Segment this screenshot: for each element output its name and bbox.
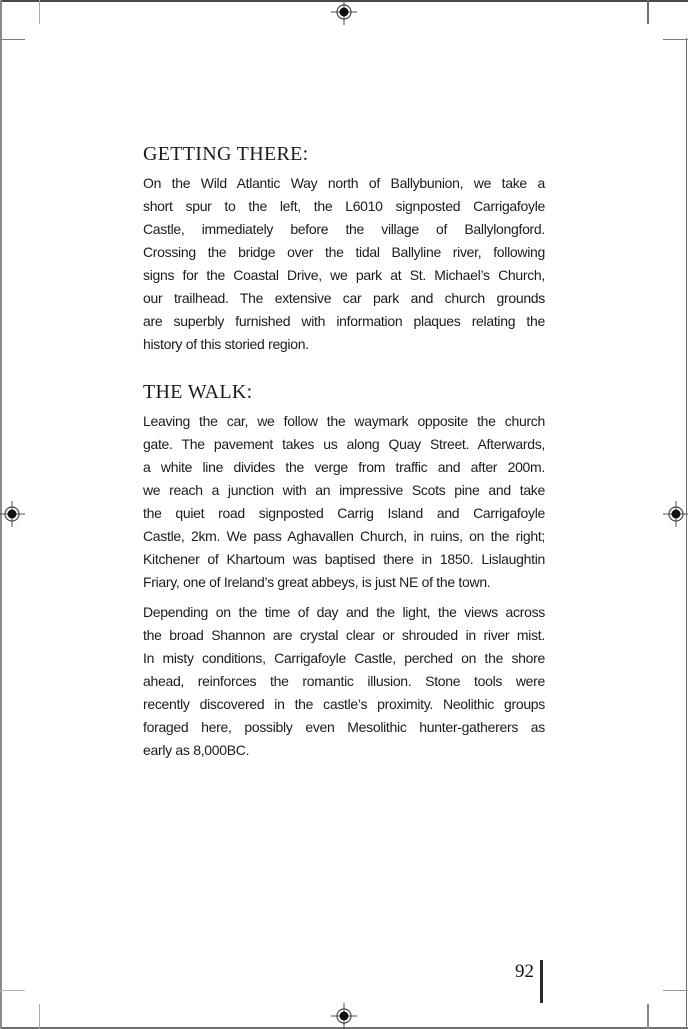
- section-heading-getting-there: GETTING THERE:: [143, 143, 309, 165]
- text-line: ahead, reinforces the romantic illusion. Stone tools were: [143, 673, 545, 689]
- crop-mark-bottom-left-horizontal: [0, 990, 25, 992]
- text-line: the quiet road signposted Carrig Island and Carrigafoyle: [143, 505, 545, 521]
- crop-mark-bottom-right-horizontal: [663, 990, 688, 992]
- text-line: foraged here, possibly even Mesolithic hunter-gatherers as: [143, 719, 545, 735]
- text-column: [143, 0, 545, 1029]
- text-line: history of this storied region.: [143, 336, 309, 352]
- text-line: a white line divides the verge from traffic and after 200m.: [143, 459, 545, 475]
- crop-mark-bottom-left-vertical: [39, 1004, 41, 1029]
- text-line: Leaving the car, we follow the waymark opposite the church: [143, 413, 545, 429]
- text-line: Friary, one of Ireland’s great abbeys, is just NE of the town.: [143, 574, 491, 590]
- text-line: recently discovered in the castle’s proximity. Neolithic groups: [143, 696, 545, 712]
- text-line: In misty conditions, Carrigafoyle Castle, perched on the shore: [143, 650, 545, 666]
- paragraph-getting-there: [143, 172, 545, 356]
- text-line: Crossing the bridge over the tidal Ballyline river, following: [143, 244, 545, 260]
- registration-target-icon: [0, 500, 26, 528]
- crop-mark-top-left-vertical: [39, 0, 41, 24]
- text-line: gate. The pavement takes us along Quay Street. Afterwards,: [143, 436, 545, 452]
- paragraph-the-walk-2: [143, 601, 545, 762]
- text-line: signs for the Coastal Drive, we park at St. Michael’s Church,: [143, 267, 545, 283]
- text-line: our trailhead. The extensive car park and church grounds: [143, 290, 545, 306]
- crop-mark-top-right-horizontal: [663, 39, 688, 41]
- text-line: early as 8,000BC.: [143, 742, 250, 758]
- section-heading-the-walk: THE WALK:: [143, 381, 253, 403]
- paragraph-the-walk-1: [143, 410, 545, 594]
- crop-mark-bottom-right-vertical: [647, 1004, 649, 1029]
- registration-target-icon: [662, 500, 688, 528]
- text-line: we reach a junction with an impressive Scots pine and take: [143, 482, 545, 498]
- crop-mark-top-left-horizontal: [0, 39, 25, 41]
- text-line: On the Wild Atlantic Way north of Ballybunion, we take a: [143, 175, 545, 191]
- text-line: short spur to the left, the L6010 signposted Carrigafoyle: [143, 198, 545, 214]
- crop-mark-top-right-vertical: [647, 0, 649, 24]
- text-line: Castle, immediately before the village of Ballylongford.: [143, 221, 545, 237]
- text-line: Castle, 2km. We pass Aghavallen Church, in ruins, on the right;: [143, 528, 545, 544]
- text-line: Depending on the time of day and the light, the views across: [143, 604, 545, 620]
- page-number: 92: [515, 961, 534, 982]
- text-line: Kitchener of Khartoum was baptised there in 1850. Lislaughtin: [143, 551, 545, 567]
- text-line: the broad Shannon are crystal clear or shrouded in river mist.: [143, 627, 545, 643]
- page-right-edge-line: [686, 38, 688, 1029]
- page-number-rule: [540, 960, 543, 1003]
- text-line: are superbly furnished with information plaques relating the: [143, 313, 545, 329]
